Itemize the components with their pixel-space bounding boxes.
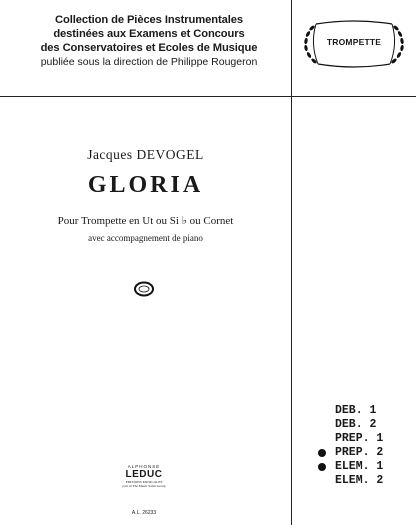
instrumentation: Pour Trompette en Ut ou Si ♭ ou Cornet <box>57 215 234 227</box>
instrument-label: TROMPETTE <box>326 37 382 47</box>
publisher-top: ALPHONSE <box>127 464 161 469</box>
instrument-badge <box>300 16 408 72</box>
level-item: DEB. 1 <box>335 404 377 417</box>
publisher-name: LEDUC <box>125 469 163 480</box>
level-marker-icon <box>318 463 326 471</box>
level-marker-icon <box>318 449 326 457</box>
collection-line: des Conservatoires et Ecoles de Musique <box>40 42 258 54</box>
collection-direction: publiée sous la direction de Philippe Rougeron <box>40 56 258 68</box>
collection-header <box>12 13 286 69</box>
difficulty-levels <box>318 404 408 488</box>
level-item: ELEM. 2 <box>335 474 384 487</box>
collection-line: Collection de Pièces Instrumentales <box>55 14 243 26</box>
publisher-sub: EDITIONS MUSICALES <box>125 480 163 484</box>
level-item: PREP. 2 <box>318 446 408 460</box>
collection-line: destinées aux Examens et Concours <box>53 28 245 40</box>
publisher-group: part of The Music Sales Group <box>122 484 166 488</box>
level-item: PREP. 1 <box>335 432 384 445</box>
vertical-rule <box>291 0 292 525</box>
level-item: ELEM. 1 <box>318 460 408 474</box>
level-item: DEB. 2 <box>335 418 377 431</box>
composer-name: Jacques DEVOGEL <box>87 147 204 162</box>
publisher-logo <box>118 464 170 506</box>
horizontal-rule <box>0 96 416 97</box>
catalog-number: A.L. 26233 <box>131 510 157 516</box>
wreath-ornament-icon <box>132 279 156 299</box>
piece-title: GLORIA <box>87 172 204 198</box>
accompaniment: avec accompagnement de piano <box>88 233 203 243</box>
